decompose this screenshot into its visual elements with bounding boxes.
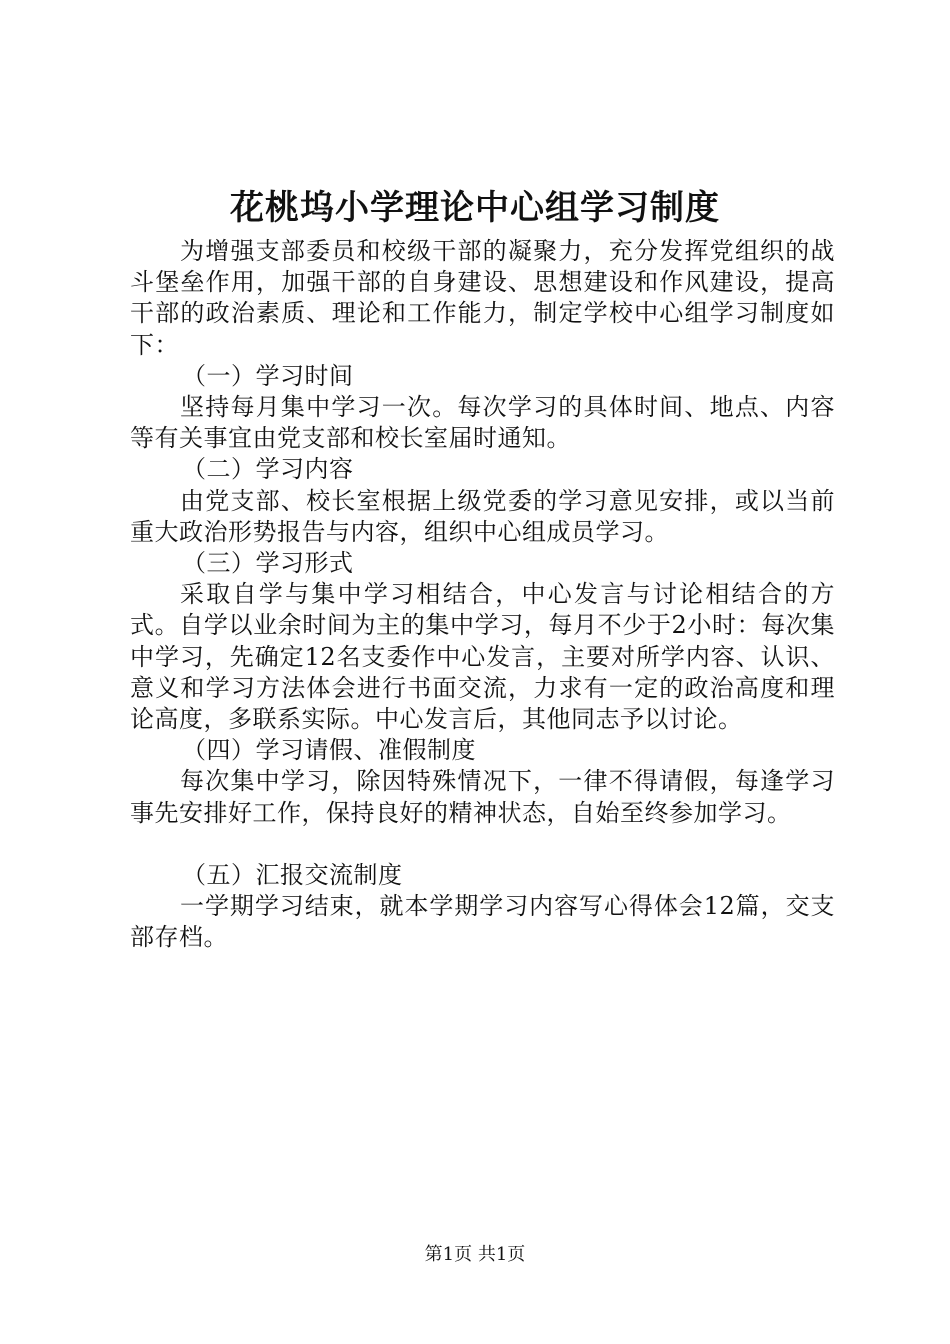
section-heading-study-form: （三）学习形式 (182, 549, 354, 578)
section-body-study-time: 坚持每月集中学习一次。每次学习的具体时间、地点、内容等有关事宜由党支部和校长室届时通知。 (130, 393, 835, 453)
section-body-leave-policy: 每次集中学习，除因特殊情况下，一律不得请假，每逢学习事先安排好工作，保持良好的精神状态，自始至终参加学习。 (130, 767, 835, 827)
document-body (130, 236, 835, 953)
section-body-study-content: 由党支部、校长室根据上级党委的学习意见安排，或以当前重大政治形势报告与内容，组织中心组成员学习。 (130, 486, 835, 546)
section-heading-study-content: （二）学习内容 (182, 455, 354, 484)
section-heading-study-time: （一）学习时间 (182, 361, 354, 390)
paragraph-spacer (130, 829, 835, 860)
page-footer: 第1页 共1页 (424, 1244, 526, 1265)
document-title: 花桃坞小学理论中心组学习制度 (230, 188, 720, 228)
section-body-report-exchange: 一学期学习结束，就本学期学习内容写心得体会12篇，交支部存档。 (130, 892, 835, 952)
section-heading-report-exchange: （五）汇报交流制度 (182, 860, 403, 889)
section-body-study-form: 采取自学与集中学习相结合，中心发言与讨论相结合的方式。自学以业余时间为主的集中学习，每月不少于2小时：每次集中学习，先确定12名支委作中心发言，主要对所学内容、认识、意义和学习方法体会进行书面交流，力求有一定的政治高度和理论高度，多联系实际。中心发言后，其他同志予以讨论。 (130, 580, 835, 734)
section-heading-leave-policy: （四）学习请假、准假制度 (182, 736, 476, 765)
intro-paragraph: 为增强支部委员和校级干部的凝聚力，充分发挥党组织的战斗堡垒作用，加强干部的自身建设、思想建设和作风建设，提高干部的政治素质、理论和工作能力，制定学校中心组学习制度如下： (130, 237, 835, 359)
